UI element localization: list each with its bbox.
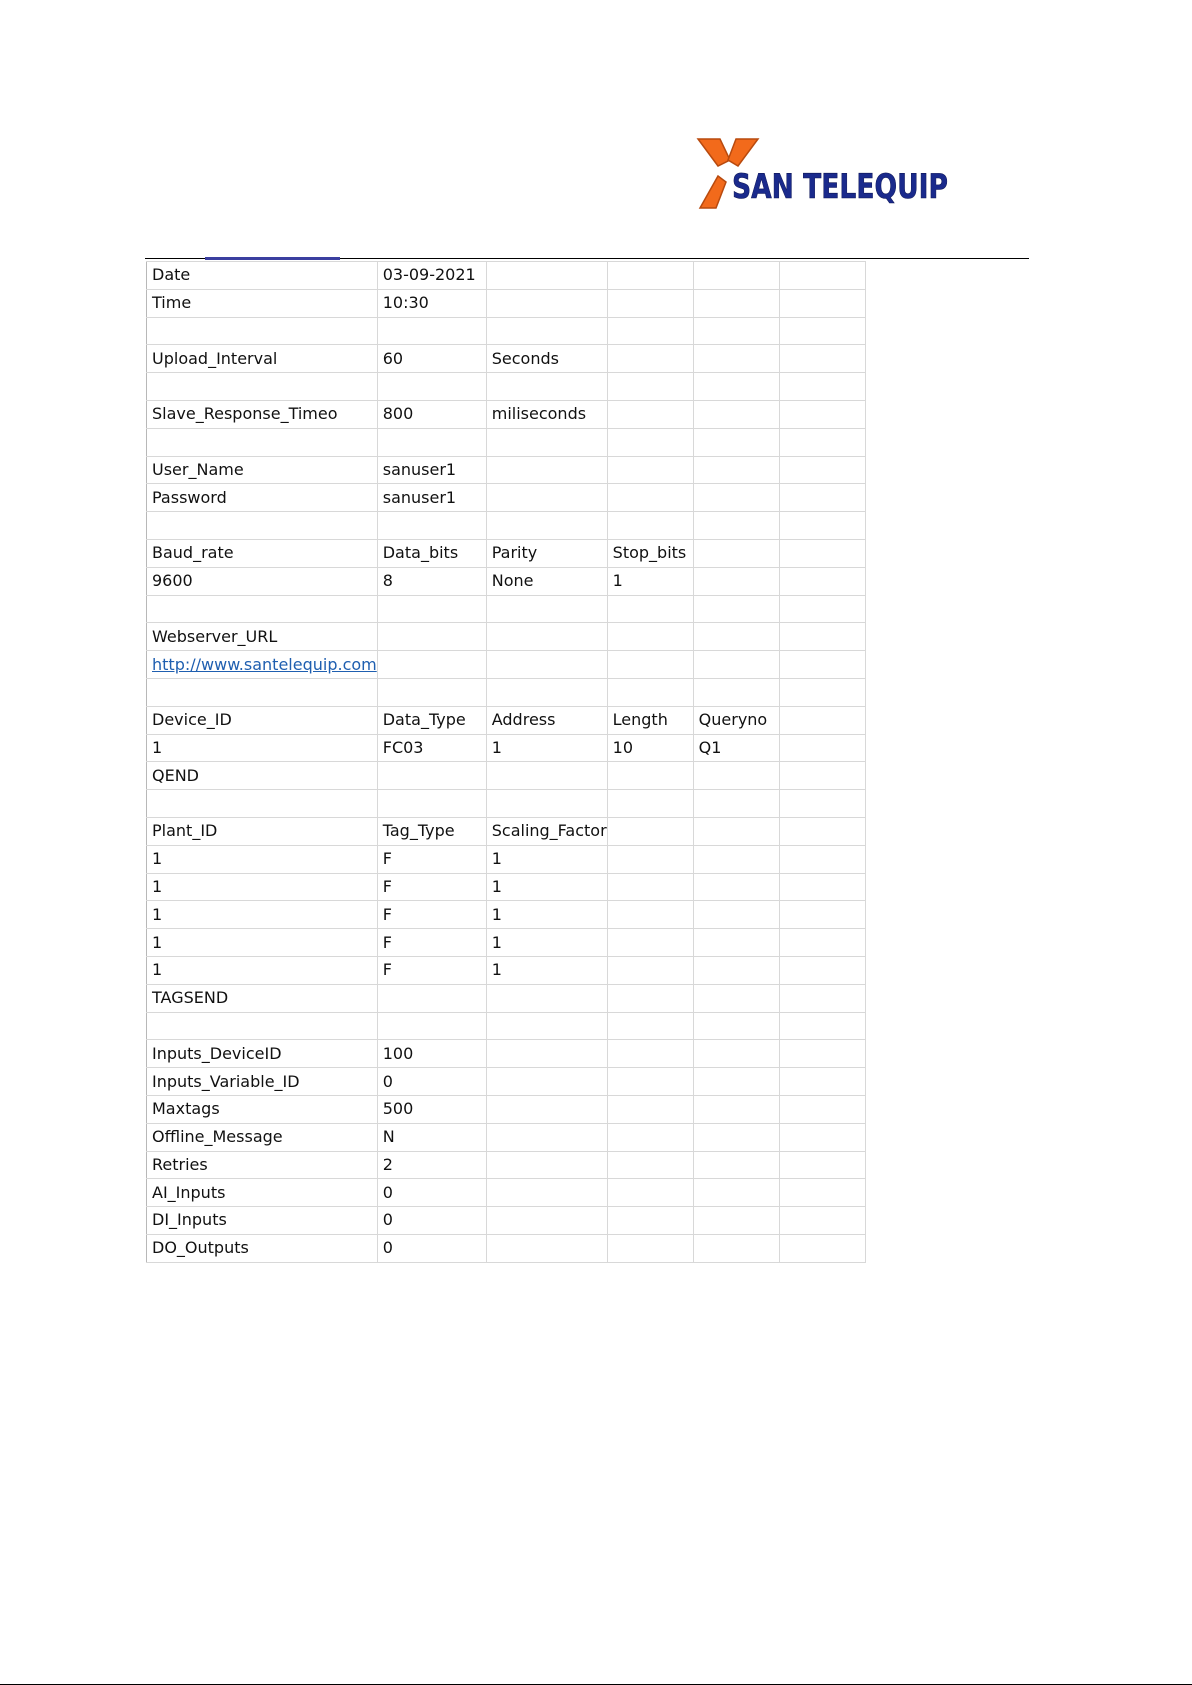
table-cell[interactable]: 2 (377, 1151, 486, 1179)
table-cell[interactable] (377, 623, 486, 651)
table-cell[interactable]: 100 (377, 1040, 486, 1068)
table-cell[interactable] (693, 984, 779, 1012)
table-cell[interactable] (693, 901, 779, 929)
table-cell[interactable] (377, 678, 486, 706)
table-cell[interactable]: Retries (147, 1151, 378, 1179)
table-row (147, 1068, 866, 1096)
table-row (147, 317, 866, 345)
table-cell[interactable] (607, 428, 693, 456)
table-cell[interactable]: miliseconds (486, 400, 607, 428)
table-cell[interactable] (693, 1068, 779, 1096)
table-cell[interactable]: Parity (486, 539, 607, 567)
table-cell[interactable] (377, 1012, 486, 1040)
table-cell[interactable]: 0 (377, 1234, 486, 1262)
table-row (147, 1123, 866, 1151)
table-cell[interactable] (147, 373, 378, 401)
table-cell[interactable]: DO_Outputs (147, 1234, 378, 1262)
table-row (147, 1179, 866, 1207)
table-cell[interactable]: 1 (486, 873, 607, 901)
table-cell[interactable]: 1 (607, 567, 693, 595)
table-cell[interactable] (147, 651, 378, 679)
table-cell[interactable] (779, 1068, 865, 1096)
table-cell[interactable] (693, 400, 779, 428)
table-row (147, 984, 866, 1012)
table-cell[interactable] (779, 567, 865, 595)
table-cell[interactable] (486, 984, 607, 1012)
table-cell[interactable] (607, 790, 693, 818)
table-cell[interactable]: 9600 (147, 567, 378, 595)
table-cell[interactable] (779, 484, 865, 512)
table-row (147, 1234, 866, 1262)
table-cell[interactable] (607, 512, 693, 540)
table-cell[interactable] (693, 595, 779, 623)
table-cell[interactable] (607, 595, 693, 623)
table-row (147, 567, 866, 595)
table-row (147, 845, 866, 873)
table-cell[interactable]: 500 (377, 1095, 486, 1123)
table-cell[interactable] (693, 1095, 779, 1123)
table-cell[interactable]: Data_Type (377, 706, 486, 734)
table-cell[interactable] (607, 817, 693, 845)
table-cell[interactable] (607, 845, 693, 873)
table-cell[interactable] (779, 1040, 865, 1068)
table-cell[interactable] (377, 512, 486, 540)
table-cell[interactable]: sanuser1 (377, 484, 486, 512)
table-cell[interactable] (486, 512, 607, 540)
table-cell[interactable] (607, 373, 693, 401)
table-cell[interactable] (486, 651, 607, 679)
table-cell[interactable] (486, 1123, 607, 1151)
table-cell[interactable] (693, 1234, 779, 1262)
table-cell[interactable] (693, 873, 779, 901)
table-cell[interactable]: N (377, 1123, 486, 1151)
table-cell[interactable]: User_Name (147, 456, 378, 484)
logo-wordmark: SAN TELEQUIP (732, 167, 948, 207)
table-cell[interactable] (147, 428, 378, 456)
table-cell[interactable] (486, 373, 607, 401)
table-cell[interactable] (693, 373, 779, 401)
table-cell[interactable] (486, 1012, 607, 1040)
table-cell[interactable]: Time (147, 289, 378, 317)
table-cell[interactable]: Q1 (693, 734, 779, 762)
table-cell[interactable] (779, 929, 865, 957)
table-cell[interactable]: Offline_Message (147, 1123, 378, 1151)
table-cell[interactable] (607, 289, 693, 317)
table-row (147, 539, 866, 567)
table-cell[interactable] (607, 1179, 693, 1207)
table-row (147, 1207, 866, 1235)
table-cell[interactable]: 800 (377, 400, 486, 428)
table-cell[interactable] (779, 1179, 865, 1207)
table-cell[interactable] (486, 456, 607, 484)
table-row (147, 262, 866, 290)
table-row (147, 678, 866, 706)
table-cell[interactable] (779, 1012, 865, 1040)
table-cell[interactable] (607, 1040, 693, 1068)
table-cell[interactable]: 0 (377, 1179, 486, 1207)
table-row (147, 623, 866, 651)
table-cell[interactable]: F (377, 845, 486, 873)
table-cell[interactable] (486, 1095, 607, 1123)
table-cell[interactable] (377, 373, 486, 401)
table-cell[interactable]: 1 (147, 901, 378, 929)
table-cell[interactable]: Slave_Response_Timeo (147, 400, 378, 428)
table-cell[interactable] (486, 678, 607, 706)
table-cell[interactable] (779, 317, 865, 345)
table-cell[interactable] (779, 956, 865, 984)
company-logo (696, 136, 952, 212)
table-cell[interactable]: AI_Inputs (147, 1179, 378, 1207)
table-cell[interactable] (693, 262, 779, 290)
table-cell[interactable] (377, 762, 486, 790)
table-cell[interactable]: 03-09-2021 (377, 262, 486, 290)
table-cell[interactable] (693, 1179, 779, 1207)
table-cell[interactable] (779, 762, 865, 790)
table-row (147, 1040, 866, 1068)
table-cell[interactable]: 1 (486, 845, 607, 873)
table-cell[interactable] (607, 484, 693, 512)
table-cell[interactable]: 10 (607, 734, 693, 762)
table-cell[interactable] (486, 484, 607, 512)
table-cell[interactable] (377, 984, 486, 1012)
table-cell[interactable]: Password (147, 484, 378, 512)
table-cell[interactable]: Upload_Interval (147, 345, 378, 373)
table-cell[interactable] (693, 929, 779, 957)
table-cell[interactable] (147, 595, 378, 623)
table-cell[interactable] (607, 1151, 693, 1179)
table-cell[interactable] (607, 1012, 693, 1040)
table-cell[interactable] (607, 345, 693, 373)
table-cell[interactable] (486, 790, 607, 818)
table-row (147, 929, 866, 957)
table-row (147, 706, 866, 734)
table-row (147, 762, 866, 790)
table-cell[interactable] (779, 1123, 865, 1151)
table-cell[interactable] (607, 762, 693, 790)
table-cell[interactable] (779, 512, 865, 540)
table-row (147, 1095, 866, 1123)
table-cell[interactable]: 1 (147, 956, 378, 984)
table-cell[interactable]: None (486, 567, 607, 595)
table-cell[interactable]: Device_ID (147, 706, 378, 734)
table-cell[interactable] (607, 651, 693, 679)
table-cell[interactable] (779, 790, 865, 818)
table-cell[interactable] (607, 1068, 693, 1096)
table-row (147, 345, 866, 373)
table-row (147, 595, 866, 623)
table-cell[interactable] (607, 956, 693, 984)
table-cell[interactable] (486, 262, 607, 290)
table-row (147, 734, 866, 762)
table-cell[interactable]: sanuser1 (377, 456, 486, 484)
webserver-url-link[interactable]: http://www.santelequip.com (152, 654, 377, 674)
table-cell[interactable] (607, 1207, 693, 1235)
table-cell[interactable] (779, 901, 865, 929)
table-cell[interactable] (693, 651, 779, 679)
table-cell[interactable]: Stop_bits (607, 539, 693, 567)
table-cell[interactable] (779, 400, 865, 428)
table-cell[interactable] (779, 984, 865, 1012)
table-cell[interactable] (147, 317, 378, 345)
table-cell[interactable] (607, 1234, 693, 1262)
table-cell[interactable] (779, 706, 865, 734)
table-row (147, 1151, 866, 1179)
table-cell[interactable]: Date (147, 262, 378, 290)
table-cell[interactable] (693, 1123, 779, 1151)
table-cell[interactable] (779, 651, 865, 679)
table-cell[interactable]: Inputs_DeviceID (147, 1040, 378, 1068)
table-cell[interactable]: Data_bits (377, 539, 486, 567)
table-cell[interactable] (486, 1179, 607, 1207)
table-row (147, 817, 866, 845)
table-cell[interactable] (486, 623, 607, 651)
table-cell[interactable]: 1 (147, 845, 378, 873)
table-cell[interactable] (693, 623, 779, 651)
table-cell[interactable] (779, 1234, 865, 1262)
table-cell[interactable] (693, 678, 779, 706)
table-row (147, 289, 866, 317)
table-row (147, 956, 866, 984)
table-cell[interactable]: 1 (486, 734, 607, 762)
table-cell[interactable] (693, 790, 779, 818)
table-cell[interactable] (779, 817, 865, 845)
table-cell[interactable] (779, 873, 865, 901)
table-cell[interactable]: 1 (147, 929, 378, 957)
table-cell[interactable] (147, 1012, 378, 1040)
table-cell[interactable]: F (377, 929, 486, 957)
table-cell[interactable] (486, 595, 607, 623)
table-cell[interactable] (607, 984, 693, 1012)
table-cell[interactable]: Tag_Type (377, 817, 486, 845)
table-cell[interactable] (693, 345, 779, 373)
table-cell[interactable]: 10:30 (377, 289, 486, 317)
table-cell[interactable] (377, 595, 486, 623)
table-cell[interactable] (779, 1151, 865, 1179)
config-spreadsheet (146, 261, 866, 1263)
table-row (147, 400, 866, 428)
table-cell[interactable]: Queryno (693, 706, 779, 734)
table-cell[interactable] (779, 456, 865, 484)
table-cell[interactable] (779, 262, 865, 290)
table-cell[interactable] (607, 456, 693, 484)
table-cell[interactable]: 1 (147, 734, 378, 762)
table-cell[interactable]: F (377, 901, 486, 929)
table-cell[interactable] (779, 373, 865, 401)
table-cell[interactable] (779, 428, 865, 456)
table-row (147, 373, 866, 401)
table-cell[interactable] (607, 678, 693, 706)
table-cell[interactable]: QEND (147, 762, 378, 790)
table-cell[interactable]: Webserver_URL (147, 623, 378, 651)
table-cell[interactable] (147, 790, 378, 818)
table-cell[interactable] (607, 317, 693, 345)
table-cell[interactable] (693, 484, 779, 512)
table-cell[interactable]: FC03 (377, 734, 486, 762)
table-cell[interactable] (779, 623, 865, 651)
table-cell[interactable]: 1 (486, 901, 607, 929)
san-telequip-logo-icon (696, 136, 952, 212)
table-row (147, 873, 866, 901)
table-cell[interactable] (377, 651, 486, 679)
table-row (147, 512, 866, 540)
table-cell[interactable] (486, 1151, 607, 1179)
table-cell[interactable]: Baud_rate (147, 539, 378, 567)
table-cell[interactable]: 1 (147, 873, 378, 901)
table-cell[interactable] (486, 1234, 607, 1262)
table-cell[interactable] (147, 678, 378, 706)
table-cell[interactable] (693, 762, 779, 790)
table-cell[interactable]: 60 (377, 345, 486, 373)
table-cell[interactable]: Plant_ID (147, 817, 378, 845)
table-cell[interactable]: 1 (486, 929, 607, 957)
table-cell[interactable]: Address (486, 706, 607, 734)
table-cell[interactable] (693, 512, 779, 540)
table-row (147, 790, 866, 818)
spreadsheet-body (147, 262, 866, 1263)
table-cell[interactable]: 8 (377, 567, 486, 595)
header-rule-accent (205, 257, 340, 260)
table-cell[interactable] (693, 1207, 779, 1235)
table-cell[interactable] (607, 623, 693, 651)
table-cell[interactable] (486, 762, 607, 790)
table-cell[interactable] (147, 512, 378, 540)
table-cell[interactable] (779, 289, 865, 317)
table-cell[interactable]: DI_Inputs (147, 1207, 378, 1235)
table-cell[interactable] (486, 1068, 607, 1096)
table-cell[interactable] (607, 1123, 693, 1151)
table-cell[interactable]: Seconds (486, 345, 607, 373)
table-cell[interactable] (486, 317, 607, 345)
table-cell[interactable] (779, 539, 865, 567)
table-cell[interactable]: Inputs_Variable_ID (147, 1068, 378, 1096)
table-cell[interactable] (607, 1095, 693, 1123)
table-cell[interactable] (607, 873, 693, 901)
table-cell[interactable] (779, 1207, 865, 1235)
table-cell[interactable] (779, 1095, 865, 1123)
table-cell[interactable] (607, 262, 693, 290)
table-row (147, 428, 866, 456)
table-cell[interactable] (693, 817, 779, 845)
table-cell[interactable] (779, 678, 865, 706)
table-cell[interactable] (377, 790, 486, 818)
table-cell[interactable] (693, 428, 779, 456)
table-row (147, 1012, 866, 1040)
table-cell[interactable]: 0 (377, 1207, 486, 1235)
table-cell[interactable] (693, 456, 779, 484)
table-cell[interactable] (779, 345, 865, 373)
table-cell[interactable]: 1 (486, 956, 607, 984)
table-cell[interactable] (693, 289, 779, 317)
table-row (147, 651, 866, 679)
table-cell[interactable] (779, 845, 865, 873)
table-cell[interactable] (693, 956, 779, 984)
table-cell[interactable] (607, 929, 693, 957)
table-cell[interactable] (693, 1040, 779, 1068)
table-cell[interactable] (693, 1012, 779, 1040)
table-cell[interactable] (486, 289, 607, 317)
table-cell[interactable] (693, 845, 779, 873)
table-cell[interactable] (693, 539, 779, 567)
table-row (147, 484, 866, 512)
table-cell[interactable] (693, 1151, 779, 1179)
table-cell[interactable] (486, 428, 607, 456)
table-cell[interactable] (693, 317, 779, 345)
table-cell[interactable] (779, 595, 865, 623)
table-cell[interactable] (377, 428, 486, 456)
table-cell[interactable] (779, 734, 865, 762)
table-cell[interactable] (693, 567, 779, 595)
table-cell[interactable]: Maxtags (147, 1095, 378, 1123)
table-row (147, 901, 866, 929)
table-cell[interactable]: 0 (377, 1068, 486, 1096)
table-cell[interactable]: Scaling_Factor (486, 817, 607, 845)
table-cell[interactable] (607, 400, 693, 428)
table-cell[interactable]: F (377, 956, 486, 984)
table-row (147, 456, 866, 484)
table-cell[interactable]: F (377, 873, 486, 901)
table-cell[interactable] (607, 901, 693, 929)
table-cell[interactable] (486, 1207, 607, 1235)
table-cell[interactable] (486, 1040, 607, 1068)
table-cell[interactable]: TAGSEND (147, 984, 378, 1012)
table-cell[interactable] (377, 317, 486, 345)
table-cell[interactable]: Length (607, 706, 693, 734)
